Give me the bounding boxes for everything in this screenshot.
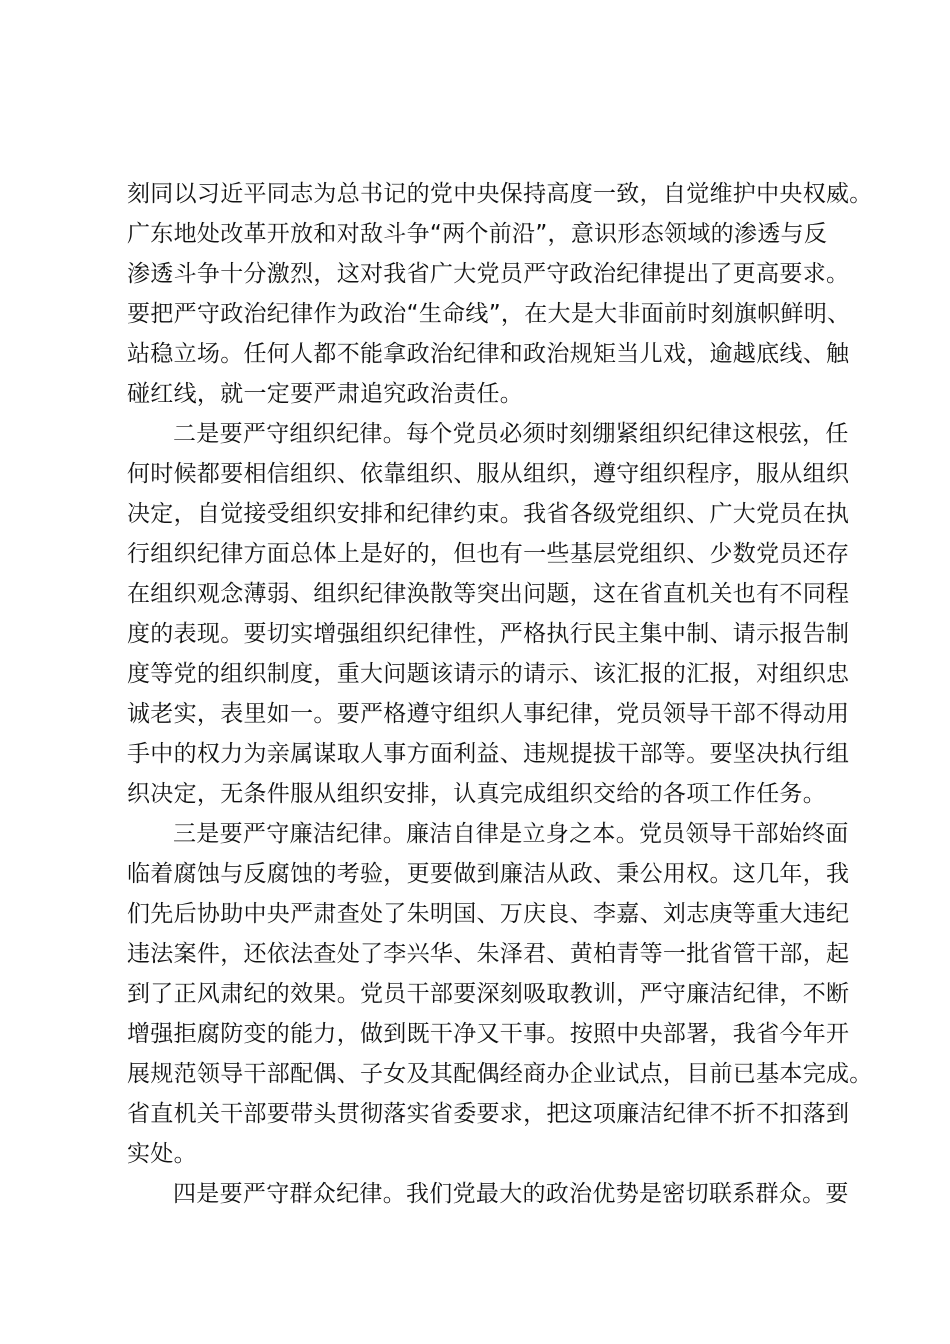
text-line: 渗透斗争十分激烈，这对我省广大党员严守政治纪律提出了更高要求。 bbox=[127, 261, 850, 287]
text-line: 行组织纪律方面总体上是好的，但也有一些基层党组织、少数党员还存 bbox=[127, 541, 850, 567]
body-text bbox=[127, 174, 873, 1214]
text-line: 到了正风肃纪的效果。党员干部要深刻吸取教训，严守廉洁纪律，不断 bbox=[127, 981, 850, 1007]
text-line: 实处。 bbox=[127, 1141, 197, 1167]
text-line: 碰红线，就一定要严肃追究政治责任。 bbox=[127, 381, 524, 407]
text-line: 广东地处改革开放和对敌斗争“两个前沿”，意识形态领域的渗透与反 bbox=[127, 221, 828, 247]
text-line: 要把严守政治纪律作为政治“生命线”，在大是大非面前时刻旗帜鲜明、 bbox=[127, 301, 851, 327]
text-line: 刻同以习近平同志为总书记的党中央保持高度一致，自觉维护中央权威。 bbox=[127, 181, 873, 207]
text-line: 增强拒腐防变的能力，做到既干净又干事。按照中央部署，我省今年开 bbox=[127, 1021, 850, 1047]
text-line: 何时候都要相信组织、依靠组织、服从组织，遵守组织程序，服从组织 bbox=[127, 461, 850, 487]
text-line: 违法案件，还依法查处了李兴华、朱泽君、黄柏青等一批省管干部，起 bbox=[127, 941, 850, 967]
text-line: 决定，自觉接受组织安排和纪律约束。我省各级党组织、广大党员在执 bbox=[127, 501, 850, 527]
text-line: 省直机关干部要带头贯彻落实省委要求，把这项廉洁纪律不折不扣落到 bbox=[127, 1101, 850, 1127]
text-line: 在组织观念薄弱、组织纪律涣散等突出问题，这在省直机关也有不同程 bbox=[127, 581, 850, 607]
text-line: 诚老实，表里如一。要严格遵守组织人事纪律，党员领导干部不得动用 bbox=[127, 701, 850, 727]
text-line: 站稳立场。任何人都不能拿政治纪律和政治规矩当儿戏，逾越底线、触 bbox=[127, 341, 850, 367]
text-line: 临着腐蚀与反腐蚀的考验，更要做到廉洁从政、秉公用权。这几年，我 bbox=[127, 861, 850, 887]
paragraph-start-line: 二是要严守组织纪律。每个党员必须时刻绷紧组织纪律这根弦，任 bbox=[173, 421, 849, 447]
paragraph-start-line: 三是要严守廉洁纪律。廉洁自律是立身之本。党员领导干部始终面 bbox=[173, 821, 849, 847]
text-line: 织决定，无条件服从组织安排，认真完成组织交给的各项工作任务。 bbox=[127, 781, 826, 807]
text-line: 度等党的组织制度，重大问题该请示的请示、该汇报的汇报，对组织忠 bbox=[127, 661, 850, 687]
text-line: 展规范领导干部配偶、子女及其配偶经商办企业试点，目前已基本完成。 bbox=[127, 1061, 873, 1087]
text-line: 手中的权力为亲属谋取人事方面利益、违规提拔干部等。要坚决执行组 bbox=[127, 741, 850, 767]
text-line: 们先后协助中央严肃查处了朱明国、万庆良、李嘉、刘志庚等重大违纪 bbox=[127, 901, 850, 927]
paragraph-start-line: 四是要严守群众纪律。我们党最大的政治优势是密切联系群众。要 bbox=[173, 1181, 849, 1207]
text-line: 度的表现。要切实增强组织纪律性，严格执行民主集中制、请示报告制 bbox=[127, 621, 850, 647]
